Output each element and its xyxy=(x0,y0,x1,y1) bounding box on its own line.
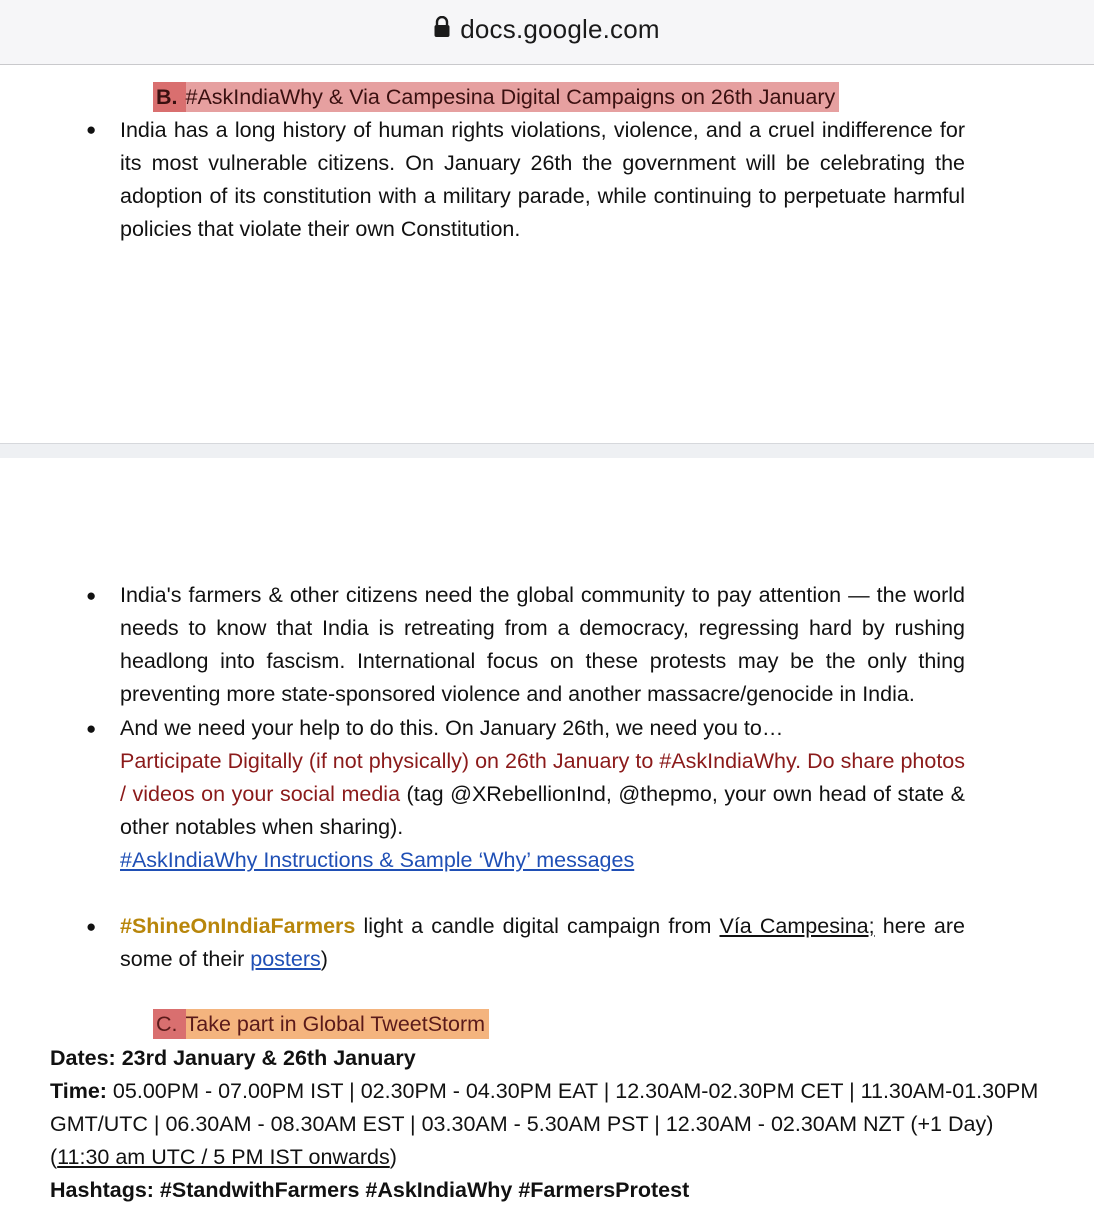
hashtags-text: Hashtags: #StandwithFarmers #AskIndiaWhy #FarmersProtest xyxy=(50,1178,690,1202)
document-page-2 xyxy=(0,458,1094,1200)
bullet-4-text xyxy=(120,910,965,976)
time-text: 05.00PM - 07.00PM IST | 02.30PM - 04.30PM EAT | 12.30AM-02.30PM CET | 11.30AM-01.30PM GMT/UTC | 06.30AM - 08.30AM EST | 03.30AM - 5.30AM PST | 12.30AM - 02.30AM NZT (+1 Day) ( xyxy=(50,1079,1039,1169)
section-c-letter: C. xyxy=(153,1009,186,1039)
tweetstorm-hashtags xyxy=(50,1174,1050,1207)
bullet-icon: ● xyxy=(86,120,97,139)
bullet-2-text: India's farmers & other citizens need the global community to pay attention — the world needs to know that India is retreating from a democracy, regressing hard by rushing headlong into fascism. International focus on these protests may be the only thing preventing more state-sponsored violence and another massacre/genocide in India. xyxy=(120,583,965,706)
section-b-heading xyxy=(153,82,839,112)
utc-ist-link[interactable]: 11:30 am UTC / 5 PM IST onwards xyxy=(57,1145,390,1169)
url-text[interactable]: docs.google.com xyxy=(460,14,660,44)
dates-text: Dates: 23rd January & 26th January xyxy=(50,1046,416,1070)
page-break xyxy=(0,443,1094,459)
posters-link[interactable]: posters xyxy=(250,947,321,971)
section-b-title: #AskIndiaWhy & Via Campesina Digital Campaigns on 26th January xyxy=(185,85,836,109)
section-c-heading xyxy=(153,1009,489,1039)
askindiawhy-instructions-link[interactable]: #AskIndiaWhy Instructions & Sample ‘Why’ messages xyxy=(120,848,635,872)
bullet-4-text-1: light a candle digital campaign from xyxy=(355,914,720,938)
participate-digitally-text: Participate Digitally (if not physically) on 26th January to #AskIndiaWhy. Do share photos / videos on your social media xyxy=(120,749,965,806)
shine-on-india-farmers-tag: #ShineOnIndiaFarmers xyxy=(120,914,356,938)
bullet-3-body xyxy=(120,745,965,844)
section-b-letter: B. xyxy=(153,82,186,112)
browser-address-bar[interactable] xyxy=(0,0,1094,65)
bullet-1-text: India has a long history of human rights violations, violence, and a cruel indifference for its most vulnerable citizens. On January 26th the government will be celebrating the adoption of its constitution with a military parade, while continuing to perpetuate harmful policies that violate their own Constitution. xyxy=(120,118,965,241)
time-end: ) xyxy=(389,1145,397,1169)
bullet-4-end: ) xyxy=(320,947,328,971)
bullet-icon: ● xyxy=(86,719,97,738)
tag-instructions-text: (tag @XRebellionInd, @thepmo, your own head of state & other notables when sharing). xyxy=(120,782,965,839)
bullet-icon: ● xyxy=(86,917,97,936)
tweetstorm-dates xyxy=(50,1042,1050,1075)
document-page-1 xyxy=(0,65,1094,443)
bullet-icon: ● xyxy=(86,586,97,605)
bullet-3-intro: And we need your help to do this. On January 26th, we need you to… xyxy=(120,716,784,740)
bullet-4-text-2: here are some of their xyxy=(120,914,965,971)
bullet-3-link-line xyxy=(120,844,965,877)
tweetstorm-time xyxy=(50,1075,1050,1174)
lock-icon xyxy=(434,14,450,45)
time-label: Time: xyxy=(50,1079,107,1103)
section-c-title: Take part in Global TweetStorm xyxy=(185,1012,486,1036)
via-campesina-link[interactable]: Vía Campesina; xyxy=(719,914,875,938)
